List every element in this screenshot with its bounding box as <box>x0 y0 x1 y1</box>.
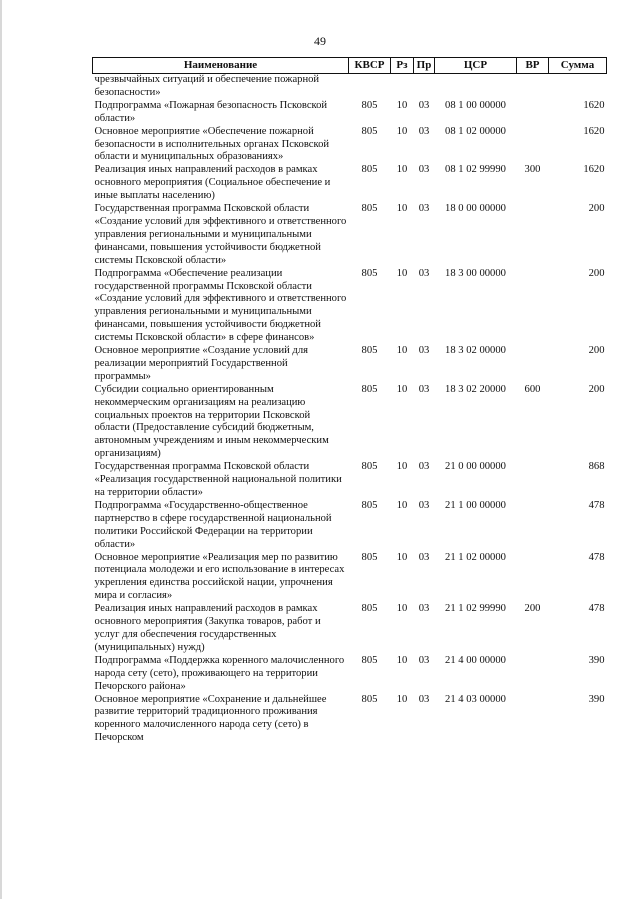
cell-vr <box>517 74 549 100</box>
cell-name: Государственная программа Псковской области «Создание условий для эффективного и ответственного управления региональными и муниципальными финансами, повышения устойчивости бюджетной системы Псковской области» <box>94 203 347 266</box>
table-row <box>93 655 607 694</box>
cell-vr <box>517 694 549 746</box>
table-row <box>93 552 607 604</box>
cell-rz: 10 <box>396 203 408 215</box>
cell-csr: 18 3 02 00000 <box>445 345 506 357</box>
cell-sum: 478 <box>588 499 605 511</box>
cell-kvsr: 805 <box>361 125 378 137</box>
cell-name: Подпрограмма «Государственно-общественное партнерство в сфере государственной национальной политики Российской Федерации на территории области» <box>94 499 332 550</box>
cell-vr: 600 <box>524 383 541 395</box>
table-header-row <box>93 58 607 74</box>
cell-csr: 21 4 00 00000 <box>445 654 506 666</box>
cell-csr: 21 1 00 00000 <box>445 499 506 511</box>
cell-kvsr: 805 <box>361 551 378 563</box>
table-row <box>93 268 607 345</box>
cell-pr: 03 <box>418 461 430 473</box>
cell-vr <box>517 203 549 268</box>
cell-pr: 03 <box>418 267 430 279</box>
table-row <box>93 203 607 268</box>
cell-name: чрезвычайных ситуаций и обеспечение пожарной безопасности» <box>94 74 320 98</box>
cell-csr: 08 1 02 00000 <box>445 125 506 137</box>
cell-name: Подпрограмма «Поддержка коренного малочисленного народа сету (сето), проживающего на территории Печорского района» <box>94 654 345 692</box>
cell-csr: 21 4 03 00000 <box>445 693 506 705</box>
cell-vr <box>517 126 549 165</box>
cell-csr: 08 1 02 99990 <box>445 164 506 176</box>
cell-pr: 03 <box>418 603 430 615</box>
cell-pr: 03 <box>418 693 430 705</box>
cell-sum: 200 <box>588 345 605 357</box>
cell-name: Государственная программа Псковской области «Реализация государственной национальной политики на территории области» <box>94 461 342 498</box>
cell-pr: 03 <box>418 654 430 666</box>
cell-sum: 1620 <box>583 125 605 137</box>
cell-kvsr: 805 <box>361 461 378 473</box>
cell-rz: 10 <box>396 461 408 473</box>
cell-kvsr: 805 <box>361 383 378 395</box>
cell-pr: 03 <box>418 345 430 357</box>
cell-pr <box>414 74 435 100</box>
cell-csr: 21 1 02 00000 <box>445 551 506 563</box>
cell-name: Реализация иных направлений расходов в рамках основного мероприятия (Закупка товаров, работ и услуг для обеспечения государственных (муниципальных) нужд) <box>94 603 321 653</box>
cell-csr: 18 0 00 00000 <box>445 203 506 215</box>
cell-kvsr: 805 <box>361 345 378 357</box>
cell-pr: 03 <box>418 383 430 395</box>
cell-pr: 03 <box>418 99 430 111</box>
cell-sum: 1620 <box>583 164 605 176</box>
table-row <box>93 345 607 384</box>
cell-kvsr: 805 <box>361 603 378 615</box>
cell-pr: 03 <box>418 551 430 563</box>
cell-sum: 1620 <box>583 99 605 111</box>
table-row <box>93 74 607 100</box>
table-row <box>93 694 607 746</box>
page-number: 49 <box>314 34 326 48</box>
header-kvsr: КВСР <box>349 58 391 74</box>
cell-vr <box>517 461 549 500</box>
cell-rz: 10 <box>396 267 408 279</box>
cell-vr: 300 <box>524 164 541 176</box>
cell-name: Подпрограмма «Пожарная безопасность Псковской области» <box>94 99 328 124</box>
cell-rz: 10 <box>396 345 408 357</box>
cell-rz: 10 <box>396 603 408 615</box>
cell-rz: 10 <box>396 164 408 176</box>
cell-kvsr: 805 <box>361 164 378 176</box>
cell-rz: 10 <box>396 693 408 705</box>
cell-kvsr: 805 <box>361 654 378 666</box>
cell-csr: 21 0 00 00000 <box>445 461 506 473</box>
table-row <box>93 126 607 165</box>
cell-vr <box>517 100 549 126</box>
cell-rz: 10 <box>396 551 408 563</box>
cell-vr <box>517 268 549 345</box>
cell-sum: 390 <box>588 654 605 666</box>
table-row <box>93 384 607 461</box>
cell-vr: 200 <box>524 603 541 615</box>
table-row <box>93 500 607 552</box>
cell-csr: 21 1 02 99990 <box>445 603 506 615</box>
header-pr: Пр <box>414 58 435 74</box>
cell-csr: 08 1 00 00000 <box>445 99 506 111</box>
cell-rz: 10 <box>396 499 408 511</box>
cell-pr: 03 <box>418 499 430 511</box>
header-csr: ЦСР <box>435 58 517 74</box>
cell-name: Реализация иных направлений расходов в рамках основного мероприятия (Социальное обеспечение и иные выплаты населению) <box>94 164 331 202</box>
header-rz: Рз <box>391 58 414 74</box>
cell-rz: 10 <box>396 654 408 666</box>
table-row <box>93 461 607 500</box>
cell-name: Основное мероприятие «Создание условий для реализации мероприятий Государственной программы» <box>94 345 308 382</box>
cell-vr <box>517 345 549 384</box>
budget-table <box>92 57 607 745</box>
cell-csr: 18 3 02 20000 <box>445 383 506 395</box>
cell-sum: 478 <box>588 603 605 615</box>
cell-sum <box>549 74 607 100</box>
table-row <box>93 100 607 126</box>
cell-name: Основное мероприятие «Реализация мер по развитию потенциала молодежи и его использование в интересах укрепления единства российской нации, упрочнения мира и согласия» <box>94 551 345 602</box>
cell-sum: 390 <box>588 693 605 705</box>
cell-name: Основное мероприятие «Обеспечение пожарной безопасности в исполнительных органах Псковской области и муниципальных образованиях» <box>94 125 330 163</box>
header-name: Наименование <box>93 58 349 74</box>
cell-sum: 200 <box>588 383 605 395</box>
table-row <box>93 603 607 655</box>
cell-name: Основное мероприятие «Сохранение и дальнейшее развитие территорий традиционного проживания коренного малочисленного народа сету (сето) в Печорском <box>94 693 327 744</box>
cell-sum: 200 <box>588 203 605 215</box>
cell-vr <box>517 655 549 694</box>
cell-rz: 10 <box>396 125 408 137</box>
cell-name: Подпрограмма «Обеспечение реализации государственной программы Псковской области «Создание условий для эффективного и ответственного управления региональными и муниципальными финансами, повышения устойчивости бюджетной системы Псковской области» в сфере финансов» <box>94 267 347 344</box>
cell-rz <box>391 74 414 100</box>
cell-pr: 03 <box>418 203 430 215</box>
cell-kvsr: 805 <box>361 499 378 511</box>
cell-kvsr <box>349 74 391 100</box>
cell-csr: 18 3 00 00000 <box>445 267 506 279</box>
table-row <box>93 164 607 203</box>
cell-rz: 10 <box>396 383 408 395</box>
cell-name: Субсидии социально ориентированным некоммерческим организациям на реализацию социальных проектов на территории Псковской области (Предоставление субсидий бюджетным, автономным учреждениям и иным некоммерческим организациям) <box>94 383 329 460</box>
cell-kvsr: 805 <box>361 99 378 111</box>
cell-vr <box>517 500 549 552</box>
cell-pr: 03 <box>418 164 430 176</box>
header-sum: Сумма <box>549 58 607 74</box>
cell-csr <box>435 74 517 100</box>
header-vr: ВР <box>517 58 549 74</box>
scan-edge <box>0 0 2 899</box>
cell-vr <box>517 552 549 604</box>
cell-kvsr: 805 <box>361 693 378 705</box>
cell-sum: 478 <box>588 551 605 563</box>
cell-pr: 03 <box>418 125 430 137</box>
cell-sum: 200 <box>588 267 605 279</box>
cell-sum: 868 <box>588 461 605 473</box>
cell-rz: 10 <box>396 99 408 111</box>
cell-kvsr: 805 <box>361 267 378 279</box>
cell-kvsr: 805 <box>361 203 378 215</box>
